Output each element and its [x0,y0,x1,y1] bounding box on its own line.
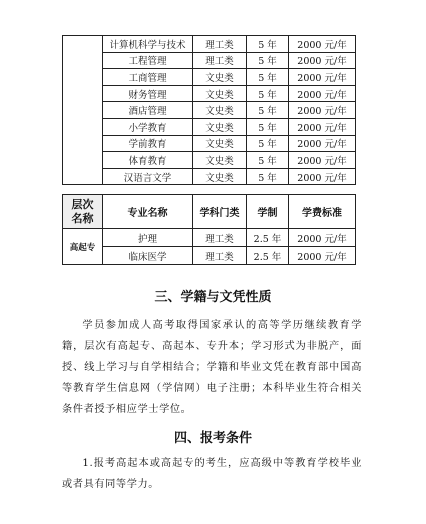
section-4-heading: 四、报考条件 [173,431,252,446]
table-row [63,52,356,69]
category-cell: 文史类 [193,118,247,135]
table-row [63,85,356,102]
duration-cell: 5 年 [247,102,289,119]
table-row [63,247,356,265]
fee-cell: 2000 元/年 [289,152,356,169]
major-cell: 财务管理 [103,85,193,102]
category-cell: 理工类 [193,247,247,265]
category-cell: 理工类 [193,52,247,69]
table-row [63,69,356,86]
section-4-paragraph: 1.报考高起本或高起专的考生，应高级中等教育学校毕业或者具有同等学力。 [62,458,362,490]
fee-cell: 2000 元/年 [289,168,356,185]
major-cell: 工程管理 [103,52,193,69]
major-cell: 计算机科学与技术 [103,36,193,53]
fee-cell: 2000 元/年 [289,118,356,135]
majors-table-body [63,36,356,185]
fee-cell: 2000 元/年 [289,102,356,119]
major-cell: 酒店管理 [103,102,193,119]
table-row [63,152,356,169]
major-cell: 护理 [103,229,193,247]
fee-cell: 2000 元/年 [289,247,356,265]
category-cell: 文史类 [193,85,247,102]
fee-cell: 2000 元/年 [289,36,356,53]
table-row [63,168,356,185]
header-category: 学科门类 [193,195,247,229]
header-duration: 学制 [247,195,289,229]
duration-cell: 2.5 年 [247,229,289,247]
fee-cell: 2000 元/年 [289,69,356,86]
category-cell: 文史类 [193,168,247,185]
header-level-line2: 名称 [71,211,94,225]
duration-cell: 5 年 [247,135,289,152]
duration-cell: 5 年 [247,36,289,53]
table-row [63,102,356,119]
duration-cell: 5 年 [247,52,289,69]
major-cell: 学前教育 [103,135,193,152]
duration-cell: 5 年 [247,69,289,86]
header-major: 专业名称 [103,195,193,229]
fee-cell: 2000 元/年 [289,85,356,102]
category-cell: 文史类 [193,102,247,119]
fee-cell: 2000 元/年 [289,52,356,69]
fee-cell: 2000 元/年 [289,229,356,247]
major-cell: 小学教育 [103,118,193,135]
category-cell: 理工类 [193,229,247,247]
header-level [63,195,103,229]
table-row [63,229,356,247]
majors-table-continued [62,35,356,185]
duration-cell: 5 年 [247,152,289,169]
category-cell: 理工类 [193,36,247,53]
major-cell: 工商管理 [103,69,193,86]
header-level-line1: 层次 [71,197,94,211]
category-cell: 文史类 [193,152,247,169]
duration-cell: 5 年 [247,168,289,185]
duration-cell: 5 年 [247,118,289,135]
section-3-heading: 三、学籍与文凭性质 [154,290,272,305]
major-cell: 体育教育 [103,152,193,169]
level-cell-empty [63,36,103,185]
duration-cell: 5 年 [247,85,289,102]
table-row [63,118,356,135]
fee-cell: 2000 元/年 [289,135,356,152]
major-cell: 临床医学 [103,247,193,265]
table-row [63,36,356,53]
header-fee: 学费标准 [289,195,356,229]
category-cell: 文史类 [193,69,247,86]
level-cell: 高起专 [63,229,103,265]
gaoqizhuan-majors-table [62,194,356,265]
duration-cell: 2.5 年 [247,247,289,265]
table-row [63,135,356,152]
section-3-paragraph: 学员参加成人高考取得国家承认的高等学历继续教育学籍，层次有高起专、高起本、专升本；学习形式为非脱产，面授、线上学习与自学相结合；学籍和毕业文凭在教育部中国高等教育学生信息网（学信网）电子注册；本科毕业生符合相关条件者授予相应学士学位。 [62,320,362,415]
category-cell: 文史类 [193,135,247,152]
table-header-row [63,195,356,229]
major-cell: 汉语言文学 [103,168,193,185]
